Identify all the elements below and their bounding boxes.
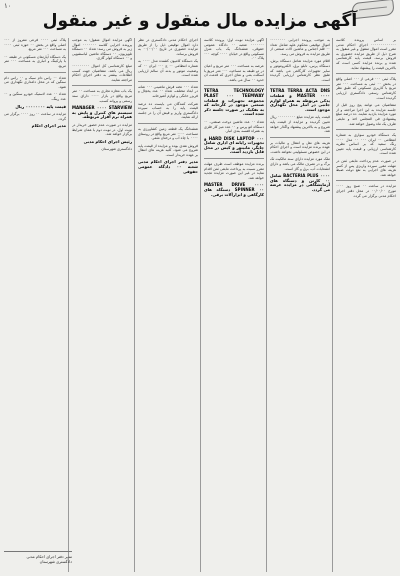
- paragraph: مبلغ کارشناسی کل اموال ۰۰۰۰۰۰۰۰۰ ریال می باشد. متقاضیان جهت کسب اطلاعات بیشتر به دفتر اجرای احکام مراجعه نمایند.: [72, 63, 132, 82]
- paragraph: TETRA TERRA ACTA DNS MASTER ۰۰۰۰ و قطعات یدکی مربوطه به همراه لوازم جانبی در انبار محل نگهداری موجود است.: [270, 88, 330, 112]
- paragraph: پلاک ثبتی ۰۰۰۰ فرعی مفروز از ۰۰۰ اصلی واقع در بخش ۰۰ حوزه ثبتی ۰۰۰۰ به مساحت ۰۰۰ متر مربع.: [4, 38, 66, 52]
- paragraph: متقاضیان می توانند پنج روز قبل از جلسه مزایده به این اجرا مراجعه و از مورد مزایده بازدید نمایند. ده درصد مبلغ پیشنهادی فی المجلس اخذ و مابقی ظرف یک ماه وصول خواهد شد.: [336, 103, 396, 126]
- signature-line: دادگستری شهرستان: [101, 147, 132, 152]
- footer-signature: [4, 551, 72, 572]
- paragraph: برنده مزایده موظف است ظرف مهلت مقرر نسبت به پرداخت مابقی ثمن اقدام نماید در غیر این صورت مزایده تجدید خواهد شد.: [204, 162, 264, 180]
- paragraph: تعداد ۰۰۰ تخته فرش ماشینی ۰۰۰ شانه در ابعاد مختلف، تعداد ۰۰ عدد یخچال و فریزر خانگی و لوازم آشپزخانه.: [138, 84, 198, 98]
- column-1: [336, 38, 396, 572]
- footer-line-1: مدیر دفتر اجرای احکام مدنی: [26, 554, 72, 559]
- paragraph: ملک مورد مزایده دارای سند مالکیت تک برگ و در تصرف مالک می باشد و دارای انشعابات آب، برق و گاز است.: [270, 157, 330, 171]
- paragraph: تعداد ۰۰ عدد لاستیک خودرو سنگین و ۰۰ عدد رینگ.: [4, 92, 66, 101]
- paragraph: مزایده در ساعت ۰۰ صبح روز ۰۰۰۰ مورخ ۰۰/۰۰/۰۰ در محل دفتر اجرای احکام مدنی برگزار می گردد.: [336, 184, 396, 198]
- paragraph: پلاک ثبتی ۰۰۰ فرعی از ۰۰۰ اصلی واقع در بخش ۰۰ ثبتی به مساحت ۰۰۰ متر مربع با کاربری مسکونی که طبق نظر کارشناس رسمی دادگستری ارزیابی گردیده است.: [336, 77, 396, 100]
- paragraph: فروش نقدی بوده و مزایده از قیمت پایه شروع می شود. کلیه هزینه های انتقال بر عهده خریدار است.: [138, 143, 198, 157]
- paragraph: تعداد ۰۰ راس دام سبک و ۰۰ راس دام سنگین که در محل دامداری نگهداری می شود.: [4, 75, 66, 89]
- paragraph: HARD DISK LAPTOP ۰۰۰ و تجهیزات رایانه ای اداری شامل چاپگر، مانیتور و کیس در محل قابل بازدید است.: [204, 135, 264, 155]
- paragraph: BACTERIA PLUS ۰۰۰۰ شامل ۰۰ کارتن و دستگاه های آزمایشگاهی در مزایده عرضه می گردد.: [270, 173, 330, 193]
- page-title: آگهی مزایده مال منقول و غیر منقول: [42, 11, 358, 31]
- signature-line: مدیر اجرای احکام: [31, 123, 66, 129]
- column-4: [138, 38, 198, 572]
- paragraph: قیمت پایه مزایده مبلغ ۰۰۰۰۰۰۰۰۰ ریال تعیین گردیده و مزایده از قیمت پایه شروع و به بالاترین پیشنهاد واگذار خواهد شد.: [270, 115, 330, 134]
- paragraph: MANAGER ۰۰۰۰ STARVIEW سیستم های کنترل و پایش به همراه نرم افزار مربوطه.: [72, 105, 132, 120]
- paragraph: ششدانگ یک قطعه زمین کشاورزی به مساحت ۰۰۰۰ متر مربع واقع در روستای ۰۰۰۰ با چاه آب و درختان مثمر.: [138, 126, 198, 141]
- paragraph: MASTER DRIVE ۰۰۰۰ SPINNER ۰۰ دستگاه های کارگاهی و ابزارآلات برقی.: [204, 182, 264, 197]
- paragraph: در صورت عدم پرداخت مابقی ثمن در مهلت مقرر سپرده واریزی پس از کسر هزینه های اجرایی به نفع دولت ضبط خواهد شد.: [336, 159, 396, 177]
- paragraph: مزایده در ساعت ۰۰ روز ۰۰۰۰ برگزار می گردد.: [4, 112, 66, 121]
- column-5: [72, 38, 132, 572]
- paragraph: اجرای احکام مدنی دادگستری در نظر دارد اموال توقیفی ذیل را از طریق مزایده حضوری در تاریخ ۰۰/۰۰/۰۰ به فروش برساند.: [138, 38, 198, 56]
- paragraph: یک دستگاه آپارتمان مسکونی در طبقه ۰۰ با پارکینگ و انباری به مساحت ۰۰۰ متر مربع.: [4, 54, 66, 68]
- paragraph: قیمت پایه ۰۰۰۰۰۰۰۰ ریال: [15, 103, 66, 109]
- paragraph: آگهی مزایده نوبت اول: پرونده کلاسه ۰۰۰۰۰۰۰ شعبه ۰۰ دادگاه عمومی حقوقی، ششدانگ یک باب منزل مسکونی واقع در خیابان ۰۰۰۰ کوچه ۰۰۰ پلاک ۰۰.: [204, 38, 264, 61]
- paragraph: تعداد ۰۰ عدد ماشین دوخت صنعتی، ۰۰ دستگاه اتو پرس و ۰۰ عدد میز کار فلزی به همراه قفسه بندی انبار.: [204, 119, 264, 134]
- footer-line-2: دادگستری شهرستان: [39, 559, 72, 564]
- paragraph: یک باب مغازه تجاری به مساحت ۰۰ متر مربع واقع در بازار ۰۰۰۰ دارای سند رسمی و پروانه کسب.: [72, 89, 132, 103]
- paragraph: آگهی مزایده اموال منقول: به موجب پرونده اجرایی کلاسه ۰۰۰۰۰۰۰ اموال زیر به فروش می رسد: تعداد ۰۰ دستگاه تلویزیون، ۰۰ دستگاه ماشین لباسشویی و ۰۰ دستگاه کولر گازی.: [72, 38, 132, 61]
- paragraph: اقلام مورد مزایده شامل دستگاه برش، دستگاه پرس، تابلو برق، الکتروموتور و سایر تجهیزات کارگاهی می باشد که طبق نظر کارشناس ارزیابی گردیده است.: [270, 59, 330, 82]
- page-number: ۱۰: [4, 2, 12, 10]
- paragraph: شرکت کنندگان می بایست ده درصد قیمت پایه را به حساب سپرده دادگستری واریز و فیش آن را در جلسه ارائه نمایند.: [138, 101, 198, 120]
- paragraph: هزینه های نقل و انتقال و مالیات بر عهده برنده مزایده است و اجرای احکام در این خصوص مسئولیتی نخواهد داشت.: [270, 140, 330, 154]
- paragraph: TETRA TECHNOLOGY PLAST ۰۰۰ TEEMWAY مجموعه تجهیزات و قطعات صنعتی موجود در کارخانه که به تفکیک در صورت جلسه ذکر شده است.: [204, 88, 264, 117]
- paragraph: به موجب پرونده اجرایی ۰۰۰۰۰۰۰۰ اموال توقیفی محکوم علیه شامل تعداد ۰۰ قلم اجناس و ماشین آلات صنعتی از طریق مزایده به فروش می رسد.: [270, 38, 330, 56]
- paragraph: بر اساس پرونده کلاسه ۰۰۰۰۰۰۰۰۰۰۰۰۰ اجرای احکام مدنی مقرر است اموال منقول و غیر منقول به شرح ذیل از طریق مزایده حضوری به فروش برسد. قیمت پایه کارشناسی شده و برنده مزایده کسی است که بالاترین قیمت را پیشنهاد نماید.: [336, 38, 396, 70]
- column-2: [270, 38, 330, 572]
- paragraph: یک دستگاه کامیون کشنده مدل ۰۰۰۰ به شماره انتظامی ۰۰ ع ۰۰۰ ایران ۰۰ که وضعیت موتور و بدنه آن سالم ارزیابی شده است.: [138, 59, 198, 78]
- paragraph: عرصه به مساحت ۰۰۰ متر مربع و اعیان در دو طبقه به مساحت ۰۰۰ متر مربع با اسکلت بتنی و نمای آجری که قدمت آن حدود ۰۰ سال می باشد.: [204, 63, 264, 82]
- signature-line: مدیر دفتر اجرای احکام مدنی شعبه ۰۰ دادگاه عمومی حقوقی: [138, 159, 198, 174]
- column-3: [204, 38, 264, 572]
- ad-columns: [4, 38, 396, 572]
- paragraph: یک دستگاه خودرو سواری به شماره انتظامی ۰۰ ایران ۰۰۰ ۰۰ مدل ۰۰۰۰ رنگ سفید که بر اساس نظریه کارشناسی ارزیابی و قیمت پایه تعیین شده است.: [336, 133, 396, 156]
- paragraph: مزایده در صورت عدم حضور خریدار در نوبت اول، در نوبت دوم با همان شرایط برگزار خواهد شد.: [72, 122, 132, 137]
- signature-line: رئیس اجرای احکام مدنی: [83, 138, 132, 144]
- column-6: [4, 38, 66, 548]
